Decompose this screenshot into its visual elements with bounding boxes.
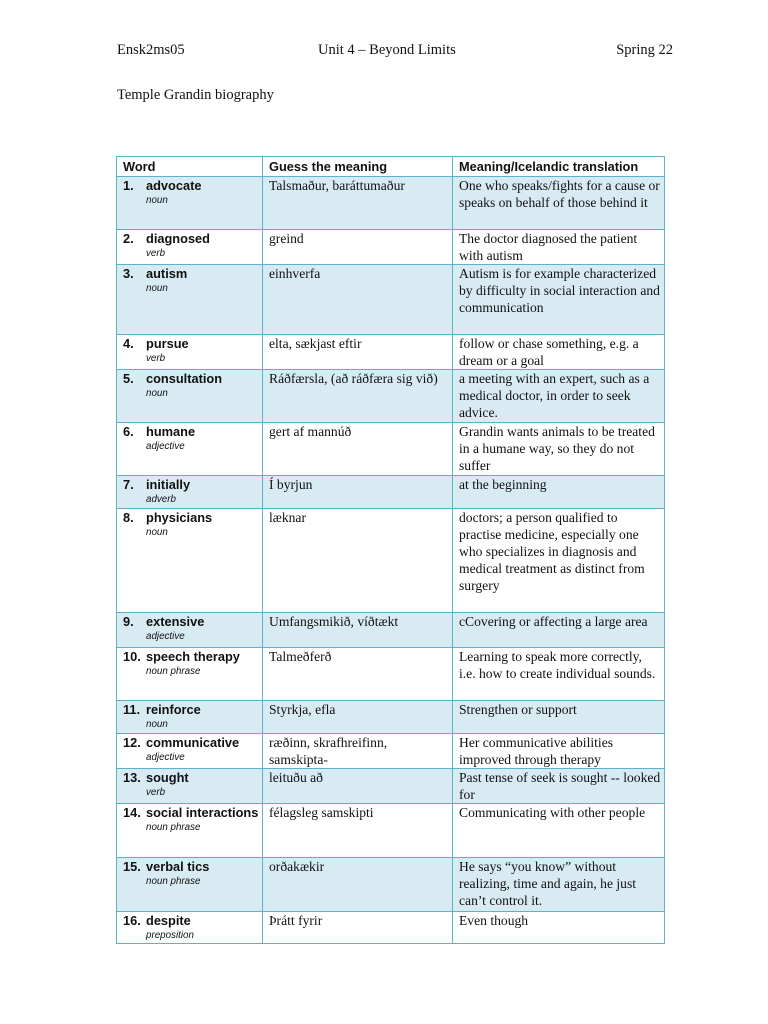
table-row <box>117 265 665 335</box>
meaning-cell: One who speaks/fights for a cause or speaks on behalf of those behind it <box>453 177 665 230</box>
page-header <box>117 42 673 62</box>
part-of-speech: noun phrase <box>146 822 201 833</box>
part-of-speech: noun phrase <box>146 876 201 887</box>
guess-cell: leituðu að <box>263 769 453 804</box>
meaning-cell: a meeting with an expert, such as a medical doctor, in order to seek advice. <box>453 370 665 423</box>
guess-cell: Talmeðferð <box>263 648 453 701</box>
part-of-speech: verb <box>146 353 166 364</box>
row-number: 1. <box>123 178 134 193</box>
table-row <box>117 509 665 613</box>
guess-cell: gert af mannúð <box>263 423 453 476</box>
course-code: Ensk2ms05 <box>117 42 185 58</box>
meaning-cell: cCovering or affecting a large area <box>453 613 665 648</box>
vocab-word: extensive <box>146 614 205 629</box>
table-row <box>117 648 665 701</box>
part-of-speech: adjective <box>146 752 185 763</box>
word-cell <box>117 613 263 648</box>
row-number: 4. <box>123 336 134 351</box>
vocab-word: humane <box>146 424 196 439</box>
word-cell <box>117 858 263 912</box>
part-of-speech: noun phrase <box>146 666 201 677</box>
column-header-word: Word <box>117 157 263 177</box>
part-of-speech: verb <box>146 787 166 798</box>
guess-cell: læknar <box>263 509 453 613</box>
word-cell <box>117 230 263 265</box>
table-row <box>117 804 665 858</box>
row-number: 8. <box>123 510 134 525</box>
meaning-cell: Grandin wants animals to be treated in a humane way, so they do not suffer <box>453 423 665 476</box>
word-cell <box>117 423 263 476</box>
document-title: Temple Grandin biography <box>117 87 274 103</box>
guess-cell: Ráðfærsla, (að ráðfæra sig við) <box>263 370 453 423</box>
vocab-word: consultation <box>146 371 223 386</box>
word-cell <box>117 912 263 944</box>
row-number: 14. <box>123 805 141 820</box>
vocab-word: advocate <box>146 178 202 193</box>
row-number: 10. <box>123 649 141 664</box>
row-number: 13. <box>123 770 141 785</box>
word-cell <box>117 370 263 423</box>
term-label: Spring 22 <box>616 42 673 58</box>
vocab-word: despite <box>146 913 191 928</box>
part-of-speech: adjective <box>146 441 185 452</box>
vocab-word: speech therapy <box>146 649 240 664</box>
vocab-word: verbal tics <box>146 859 210 874</box>
table-row <box>117 370 665 423</box>
word-cell <box>117 177 263 230</box>
word-cell <box>117 769 263 804</box>
meaning-cell: He says “you know” without realizing, time and again, he just can’t control it. <box>453 858 665 912</box>
part-of-speech: noun <box>146 283 168 294</box>
row-number: 11. <box>123 702 141 717</box>
meaning-cell: at the beginning <box>453 476 665 509</box>
vocab-word: social interactions <box>146 805 259 820</box>
row-number: 15. <box>123 859 141 874</box>
vocab-word: initially <box>146 477 191 492</box>
part-of-speech: noun <box>146 388 168 399</box>
table-row <box>117 769 665 804</box>
row-number: 6. <box>123 424 134 439</box>
column-header-guess: Guess the meaning <box>263 157 453 177</box>
table-header-row <box>117 157 665 177</box>
vocab-word: diagnosed <box>146 231 210 246</box>
meaning-cell: Her communicative abilities improved through therapy <box>453 734 665 769</box>
guess-cell: Styrkja, efla <box>263 701 453 734</box>
word-cell <box>117 335 263 370</box>
table-row <box>117 613 665 648</box>
word-cell <box>117 648 263 701</box>
part-of-speech: preposition <box>146 930 194 941</box>
word-cell <box>117 804 263 858</box>
vocab-word: physicians <box>146 510 213 525</box>
guess-cell: Umfangsmikið, víðtækt <box>263 613 453 648</box>
guess-cell: orðakækir <box>263 858 453 912</box>
word-cell <box>117 509 263 613</box>
vocab-word: autism <box>146 266 188 281</box>
vocab-word: communicative <box>146 735 240 750</box>
guess-cell: Talsmaður, baráttumaður <box>263 177 453 230</box>
guess-cell: elta, sækjast eftir <box>263 335 453 370</box>
vocabulary-table <box>116 156 665 944</box>
table-row <box>117 912 665 944</box>
table-row <box>117 335 665 370</box>
table-row <box>117 177 665 230</box>
table-row <box>117 858 665 912</box>
word-cell <box>117 265 263 335</box>
meaning-cell: Past tense of seek is sought -- looked for <box>453 769 665 804</box>
part-of-speech: adverb <box>146 494 176 505</box>
row-number: 2. <box>123 231 134 246</box>
row-number: 12. <box>123 735 141 750</box>
meaning-cell: follow or chase something, e.g. a dream or a goal <box>453 335 665 370</box>
part-of-speech: noun <box>146 527 168 538</box>
unit-title: Unit 4 – Beyond Limits <box>318 42 456 58</box>
meaning-cell: Learning to speak more correctly, i.e. how to create individual sounds. <box>453 648 665 701</box>
guess-cell: Þrátt fyrir <box>263 912 453 944</box>
vocab-word: sought <box>146 770 189 785</box>
meaning-cell: Communicating with other people <box>453 804 665 858</box>
guess-cell: ræðinn, skrafhreifinn, samskipta- <box>263 734 453 769</box>
row-number: 3. <box>123 266 134 281</box>
table-row <box>117 734 665 769</box>
table-row <box>117 423 665 476</box>
part-of-speech: verb <box>146 248 166 259</box>
guess-cell: Í byrjun <box>263 476 453 509</box>
word-cell <box>117 701 263 734</box>
row-number: 7. <box>123 477 134 492</box>
vocab-word: pursue <box>146 336 189 351</box>
row-number: 16. <box>123 913 141 928</box>
part-of-speech: noun <box>146 195 168 206</box>
meaning-cell: Even though <box>453 912 665 944</box>
row-number: 5. <box>123 371 134 386</box>
part-of-speech: adjective <box>146 631 185 642</box>
meaning-cell: doctors; a person qualified to practise medicine, especially one who specializes in diagnosis and medical treatment as distinct from surgery <box>453 509 665 613</box>
meaning-cell: Autism is for example characterized by difficulty in social interaction and communication <box>453 265 665 335</box>
table-row <box>117 230 665 265</box>
guess-cell: félagsleg samskipti <box>263 804 453 858</box>
part-of-speech: noun <box>146 719 168 730</box>
column-header-meaning: Meaning/Icelandic translation <box>453 157 665 177</box>
guess-cell: greind <box>263 230 453 265</box>
word-cell <box>117 734 263 769</box>
table-row <box>117 701 665 734</box>
meaning-cell: The doctor diagnosed the patient with autism <box>453 230 665 265</box>
meaning-cell: Strengthen or support <box>453 701 665 734</box>
guess-cell: einhverfa <box>263 265 453 335</box>
vocab-word: reinforce <box>146 702 201 717</box>
row-number: 9. <box>123 614 134 629</box>
table-row <box>117 476 665 509</box>
word-cell <box>117 476 263 509</box>
